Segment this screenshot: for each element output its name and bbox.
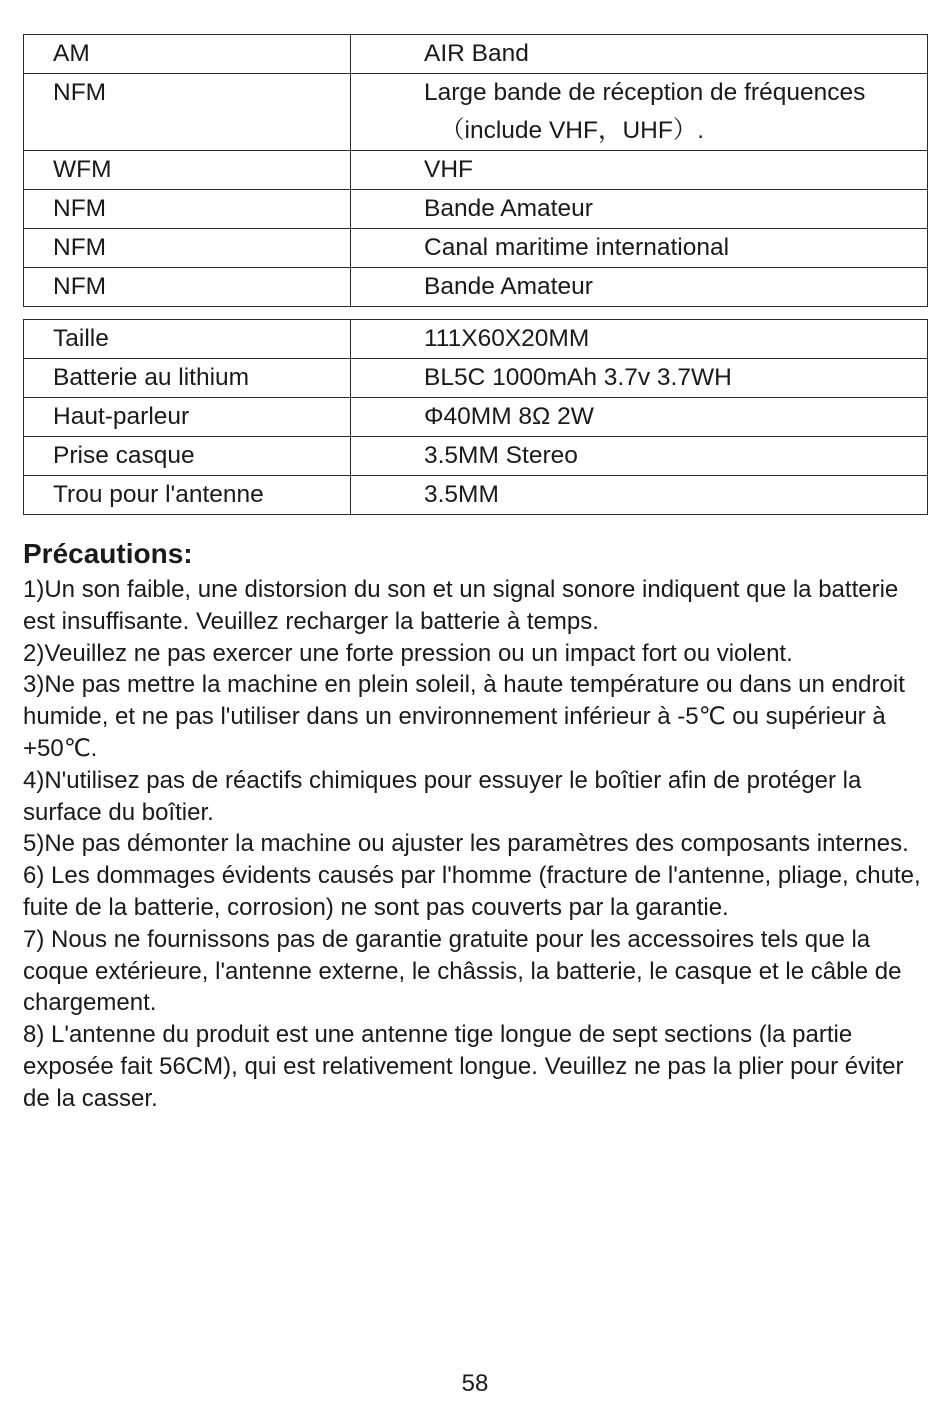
spec-label: Prise casque [53, 442, 195, 469]
table-row [24, 268, 928, 307]
table-row [24, 35, 928, 74]
band-mode-cell [24, 268, 351, 307]
precaution-item: 1)Un son faible, une distorsion du son et un signal sonore indiquent que la batterie est insuffisante. Veuillez recharger la batterie à temps. [23, 576, 899, 635]
table-row [24, 476, 928, 515]
band-mode: NFM [53, 195, 107, 222]
page-number: 58 [461, 1370, 489, 1397]
band-mode-cell [24, 190, 351, 229]
table-row [24, 229, 928, 268]
precaution-item: 7) Nous ne fournissons pas de garantie gratuite pour les accessoires tels que la coque extérieure, l'antenne externe, le châssis, la batterie, le casque et le câble de chargement. [23, 925, 902, 1017]
spec-label-cell [24, 359, 351, 398]
precaution-item: 6) Les dommages évidents causés par l'homme (fracture de l'antenne, pliage, chute, fuite de la batterie, corrosion) ne sont pas couverts par la garantie. [23, 862, 921, 921]
spec-value-cell [351, 476, 928, 515]
band-mode-cell [24, 35, 351, 74]
band-desc-cell [351, 35, 928, 74]
precautions-heading: Précautions: [23, 538, 193, 569]
spec-value-cell [351, 398, 928, 437]
precaution-item: 3)Ne pas mettre la machine en plein soleil, à haute température ou dans un endroit humide, et ne pas l'utiliser dans un environnement inférieur à -5℃ ou supérieur à +50℃. [23, 671, 905, 762]
table-row [24, 190, 928, 229]
band-mode: NFM [53, 234, 107, 261]
band-desc-cell [351, 74, 928, 151]
spec-value-cell [351, 320, 928, 359]
spec-value: BL5C 1000mAh 3.7v 3.7WH [424, 364, 732, 391]
spec-label: Haut-parleur [53, 403, 190, 430]
band-desc-cell [351, 229, 928, 268]
table-row [24, 359, 928, 398]
spec-value-cell [351, 437, 928, 476]
band-mode: NFM [53, 79, 107, 106]
table-row [24, 398, 928, 437]
band-description: Canal maritime international [424, 234, 730, 261]
precaution-item: 4)N'utilisez pas de réactifs chimiques pour essuyer le boîtier afin de protéger la surface du boîtier. [23, 766, 862, 826]
spec-label-cell [24, 476, 351, 515]
band-description: VHF [424, 156, 473, 183]
band-desc-cell [351, 151, 928, 190]
band-desc-cell [351, 268, 928, 307]
specifications-table [23, 319, 928, 515]
frequency-band-table [23, 34, 928, 307]
spec-label-cell [24, 320, 351, 359]
precaution-item: 2)Veuillez ne pas exercer une forte pression ou un impact fort ou violent. [23, 639, 793, 667]
precautions-section [23, 534, 928, 1115]
precaution-item: 5)Ne pas démonter la machine ou ajuster les paramètres des composants internes. [23, 830, 909, 858]
spec-value: 111X60X20MM [424, 325, 590, 352]
band-description: Bande Amateur [424, 195, 593, 222]
band-mode: AM [53, 40, 90, 67]
spec-label: Trou pour l'antenne [53, 481, 264, 508]
band-mode-cell [24, 74, 351, 151]
spec-label-cell [24, 398, 351, 437]
band-desc-cell [351, 190, 928, 229]
precaution-item: 8) L'antenne du produit est une antenne tige longue de sept sections (la partie exposée fait 56CM), qui est relativement longue. Veuillez ne pas la plier pour éviter de la casser. [23, 1021, 904, 1112]
table-row [24, 320, 928, 359]
spec-label-cell [24, 437, 351, 476]
band-description: Large bande de réception de fréquences [424, 79, 866, 106]
spec-value-cell [351, 359, 928, 398]
band-description: Bande Amateur [424, 273, 593, 300]
band-mode: WFM [53, 156, 112, 183]
table-row [24, 151, 928, 190]
spec-label: Batterie au lithium [53, 364, 250, 391]
spec-value: 3.5MM Stereo [424, 442, 578, 469]
band-mode: NFM [53, 273, 107, 300]
band-description-continued: （include VHF，UHF）. [440, 117, 705, 144]
spec-label: Taille [53, 325, 109, 352]
band-mode-cell [24, 229, 351, 268]
spec-value: 3.5MM [424, 481, 499, 508]
table-row [24, 437, 928, 476]
band-description: AIR Band [424, 40, 529, 67]
table-row [24, 74, 928, 151]
spec-value: Φ40MM 8Ω 2W [424, 403, 594, 430]
band-mode-cell [24, 151, 351, 190]
